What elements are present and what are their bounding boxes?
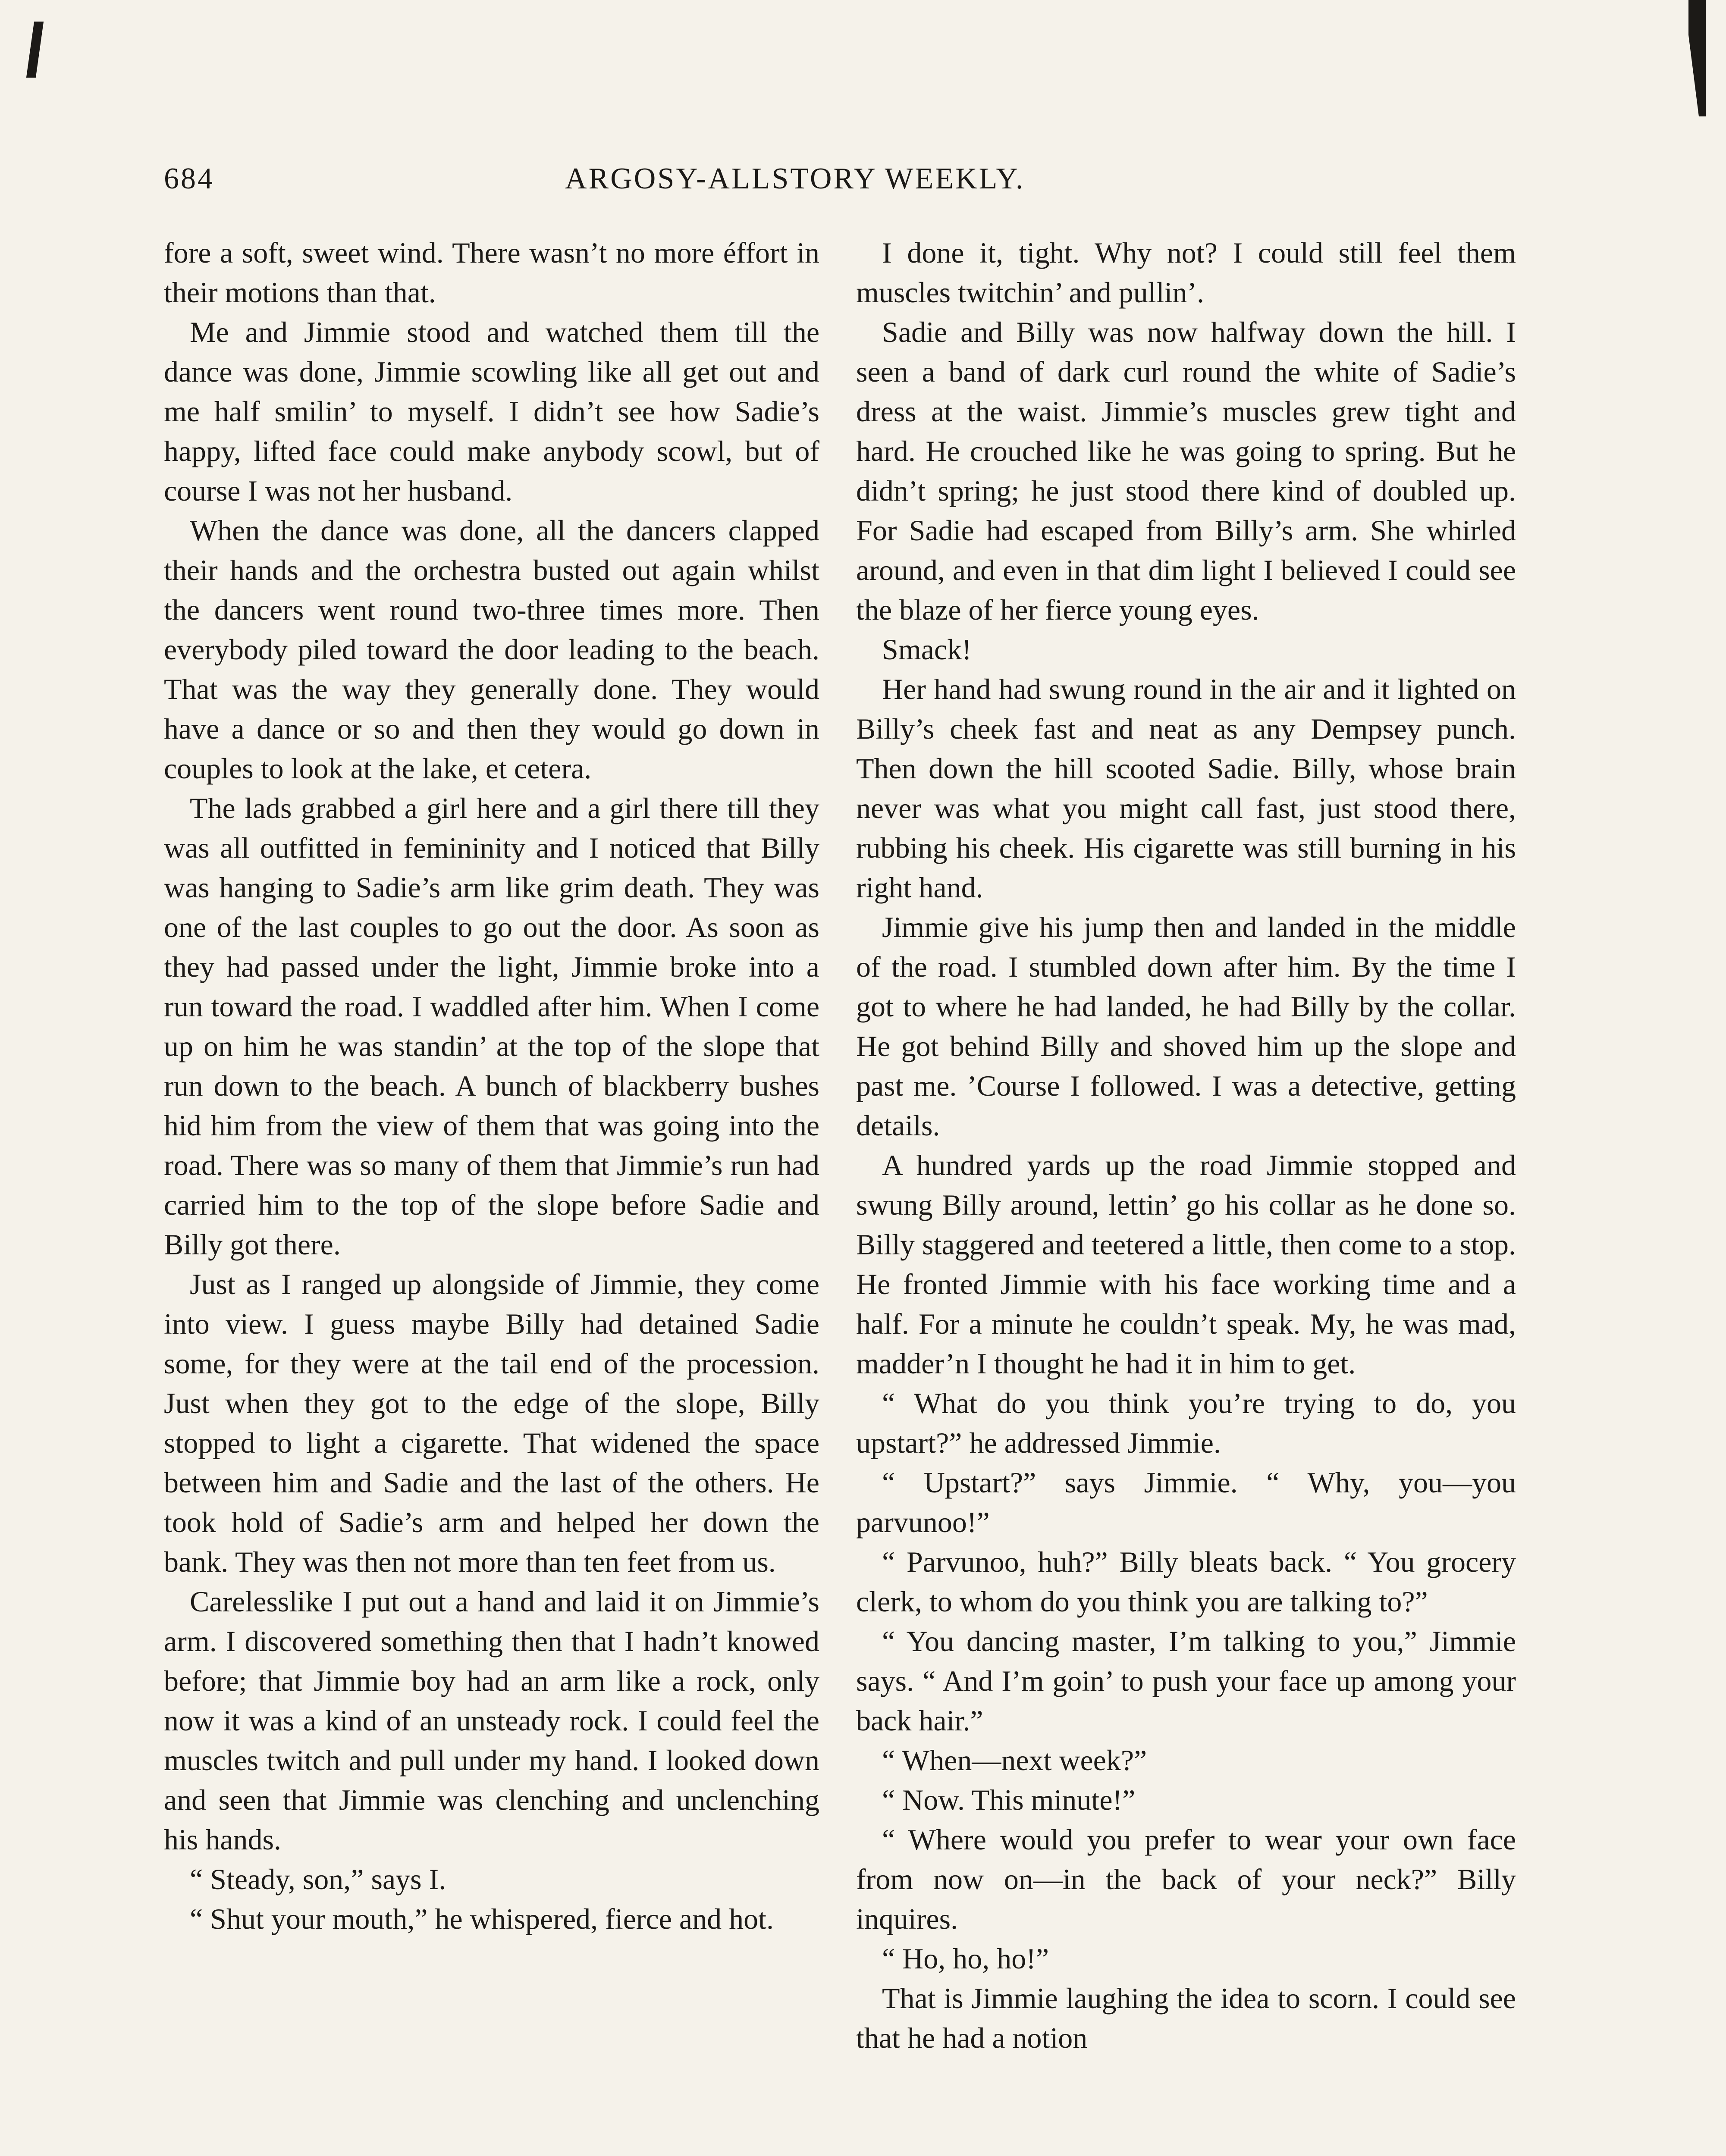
paragraph: “ Steady, son,” says I.: [190, 1863, 446, 1896]
running-head: ARGOSY-ALLSTORY WEEKLY.: [565, 162, 1025, 195]
text-column-right: [856, 233, 1516, 2058]
paragraph: Just as I ranged up alongside of Jimmie, they come into view. I guess maybe Billy had detained Sadie some, for they were at the tail end of the procession. Just when they got to the edge of the slope, Billy stopped to light a cigarette. That widened the space between him and Sadie and the last of the others. He took hold of Sadie’s arm and helped her down the bank. They was then not more than ten feet from us.: [164, 1268, 819, 1578]
paragraph: Me and Jimmie stood and watched them till the dance was done, Jimmie scowling like all get out and me half smilin’ to myself. I didn’t see how Sadie’s happy, lifted face could make anybody scowl, but of course I was not her husband.: [164, 316, 819, 507]
corner-mark-top-right: [1688, 0, 1706, 116]
paragraph: Jimmie give his jump then and landed in the middle of the road. I stumbled down after him. By the time I got to where he had landed, he had Billy by the collar. He got behind Billy and shoved him up the slope and past me. ’Course I followed. I was a detective, getting details.: [856, 911, 1516, 1142]
paragraph: “ Parvunoo, huh?” Billy bleats back. “ You grocery clerk, to whom do you think you are talking to?”: [856, 1545, 1516, 1618]
page-header: [164, 162, 1518, 213]
paragraph: Smack!: [882, 633, 972, 666]
paragraph: When the dance was done, all the dancers clapped their hands and the orchestra busted out again whilst the dancers went round two-three times more. Then everybody piled toward the door leading to the beach. That was the way they generally done. They would have a dance or so and then they would go down in couples to look at the lake, et cetera.: [164, 514, 819, 785]
paragraph: “ What do you think you’re trying to do, you upstart?” he addressed Jimmie.: [856, 1387, 1516, 1459]
paragraph: “ You dancing master, I’m talking to you,” Jimmie says. “ And I’m goin’ to push your face up among your back hair.”: [856, 1625, 1516, 1737]
paragraph: “ Upstart?” says Jimmie. “ Why, you—you parvunoo!”: [856, 1466, 1516, 1539]
paragraph: I done it, tight. Why not? I could still feel them muscles twitchin’ and pullin’.: [856, 236, 1516, 309]
corner-mark-top-left: [26, 22, 44, 78]
paragraph: That is Jimmie laughing the idea to scorn. I could see that he had a notion: [856, 1982, 1516, 2054]
paragraph: Carelesslike I put out a hand and laid it on Jimmie’s arm. I discovered something then that I hadn’t knowed before; that Jimmie boy had an arm like a rock, only now it was a kind of an unsteady rock. I could feel the muscles twitch and pull under my hand. I looked down and seen that Jimmie was clenching and unclenching his hands.: [164, 1585, 819, 1856]
paragraph: Her hand had swung round in the air and it lighted on Billy’s cheek fast and neat as any Dempsey punch. Then down the hill scooted Sadie. Billy, whose brain never was what you might call fast, just stood there, rubbing his cheek. His cigarette was still burning in his right hand.: [856, 673, 1516, 904]
paragraph: “ Now. This minute!”: [882, 1783, 1136, 1816]
paragraph: “ Where would you prefer to wear your own face from now on—in the back of your neck?” Billy inquires.: [856, 1823, 1516, 1935]
paragraph: “ Ho, ho, ho!”: [882, 1942, 1049, 1975]
paragraph: A hundred yards up the road Jimmie stopped and swung Billy around, lettin’ go his collar as he done so. Billy staggered and teetered a little, then come to a stop. He fronted Jimmie with his face working time and a half. For a minute he couldn’t speak. My, he was mad, madder’n I thought he had it in him to get.: [856, 1149, 1516, 1380]
paragraph: fore a soft, sweet wind. There wasn’t no more éffort in their motions than that.: [164, 236, 819, 309]
text-column-left: [164, 233, 819, 1939]
paragraph: Sadie and Billy was now halfway down the hill. I seen a band of dark curl round the white of Sadie’s dress at the waist. Jimmie’s muscles grew tight and hard. He crouched like he was going to spring. But he didn’t spring; he just stood there kind of doubled up. For Sadie had escaped from Billy’s arm. She whirled around, and even in that dim light I believed I could see the blaze of her fierce young eyes.: [856, 316, 1516, 626]
paragraph: “ When—next week?”: [882, 1744, 1147, 1777]
paragraph: “ Shut your mouth,” he whispered, fierce and hot.: [190, 1902, 774, 1935]
paragraph: The lads grabbed a girl here and a girl there till they was all outfitted in femininity and I noticed that Billy was hanging to Sadie’s arm like grim death. They was one of the last couples to go out the door. As soon as they had passed under the light, Jimmie broke into a run toward the road. I waddled after him. When I come up on him he was standin’ at the top of the slope that run down to the beach. A bunch of blackberry bushes hid him from the view of them that was going into the road. There was so many of them that Jimmie’s run had carried him to the top of the slope before Sadie and Billy got there.: [164, 792, 819, 1261]
page-number: 684: [164, 162, 214, 195]
